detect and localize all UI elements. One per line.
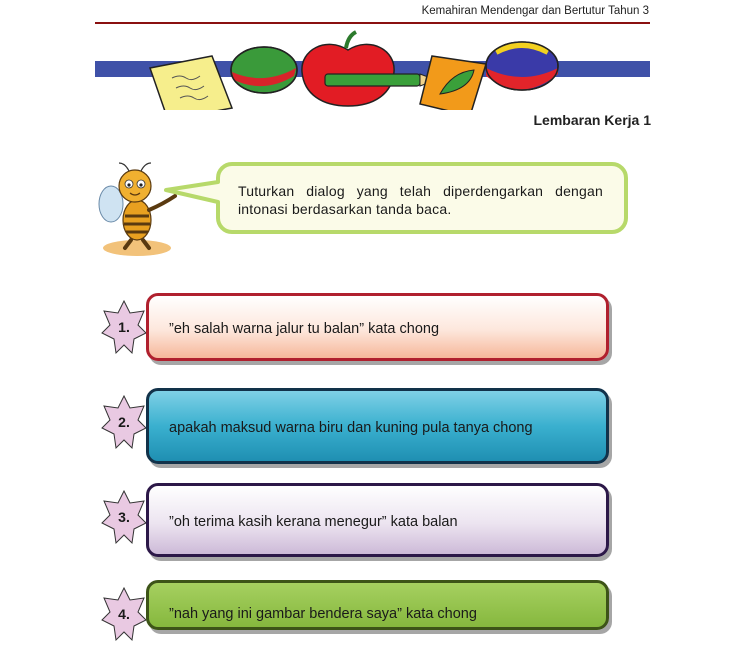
worksheet-title: Lembaran Kerja 1 xyxy=(533,112,651,128)
pencil-icon xyxy=(325,74,436,86)
list-item xyxy=(100,388,620,468)
item-number: 2. xyxy=(118,414,130,430)
dialog-card xyxy=(146,293,609,361)
item-number: 1. xyxy=(118,319,130,335)
ball-icon xyxy=(231,47,297,93)
dialog-text: ”nah yang ini gambar bendera saya” kata chong xyxy=(169,606,477,622)
leaf-card-icon xyxy=(420,56,486,110)
dialog-card xyxy=(146,388,609,464)
decorative-banner xyxy=(0,28,729,110)
dialog-card xyxy=(146,580,609,630)
dialog-text: apakah maksud warna biru dan kuning pula tanya chong xyxy=(169,420,533,436)
instruction-text: Tuturkan dialog yang telah diperdengarkan dengan intonasi berdasarkan tanda baca. xyxy=(238,183,603,217)
list-item xyxy=(100,483,620,563)
dialog-card xyxy=(146,483,609,557)
dialog-text: ”oh terima kasih kerana menegur” kata balan xyxy=(169,514,458,530)
apple-icon xyxy=(302,32,394,106)
dialog-text: ”eh salah warna jalur tu balan” kata chong xyxy=(169,321,440,337)
header-rule xyxy=(95,22,650,24)
ball-icon-2 xyxy=(486,42,558,90)
item-number: 3. xyxy=(118,509,130,525)
item-number: 4. xyxy=(118,606,130,622)
header-subject: Kemahiran Mendengar dan Bertutur Tahun 3 xyxy=(421,5,649,17)
list-item xyxy=(100,293,620,373)
list-item xyxy=(100,580,620,660)
